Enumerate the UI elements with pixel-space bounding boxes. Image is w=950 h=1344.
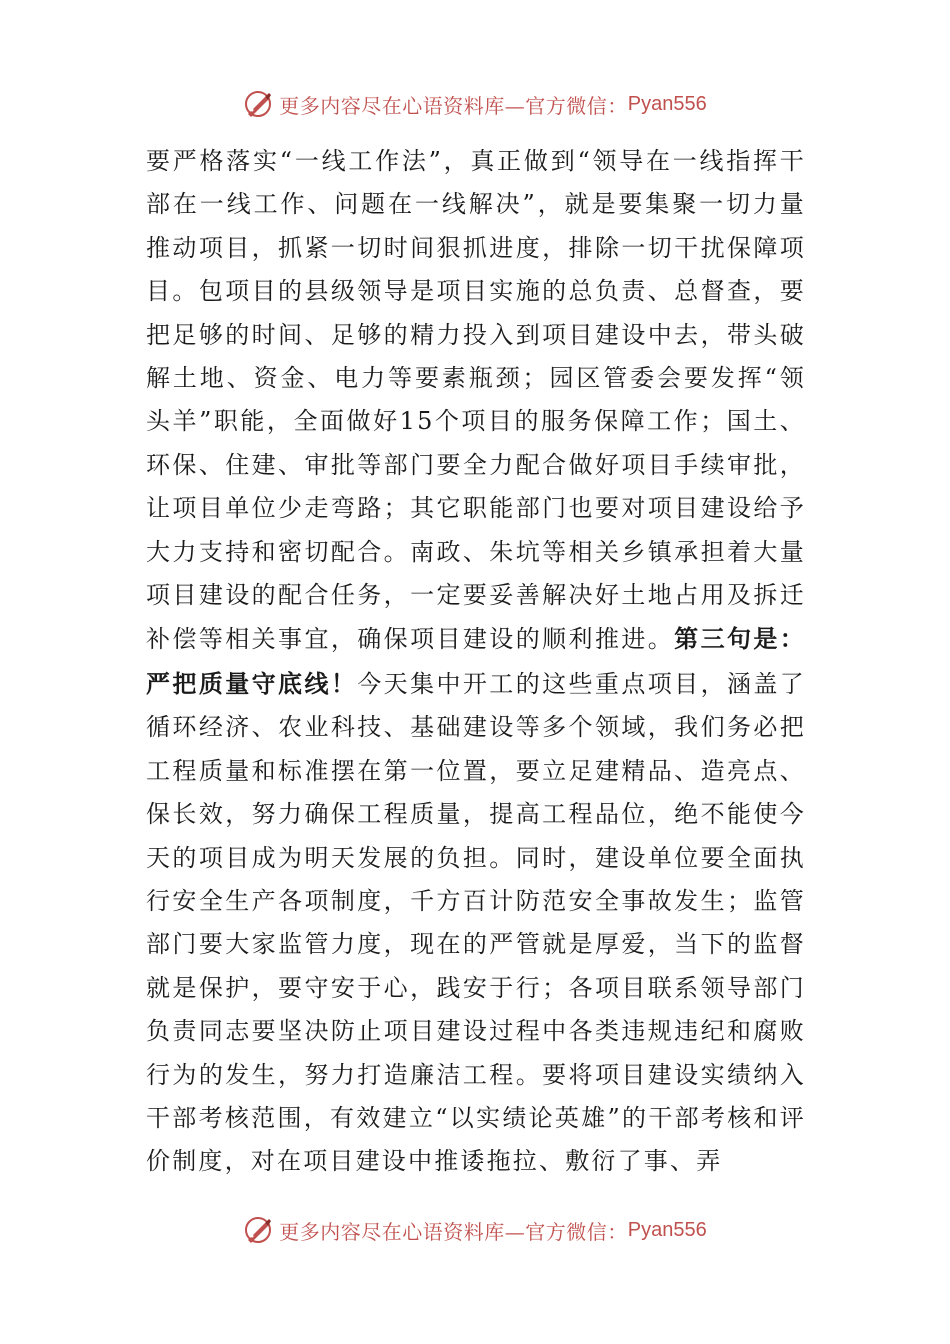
watermark-text: 更多内容尽在心语资料库—官方微信： bbox=[279, 93, 628, 118]
footer-watermark bbox=[0, 1210, 950, 1250]
watermark-wechat-id: Pyan556 bbox=[627, 92, 707, 115]
paragraph-text-part1: 要严格落实“一线工作法”，真正做到“领导在一线指挥干部在一线工作、问题在一线解决”，就是要集聚一切力量推动项目，抓紧一切时间狠抓进度，排除一切干扰保障项目。包项目的县级领导是项目实施的总负责、总督查，要把足够的时间、足够的精力投入到项目建设中去，带头破解土地、资金、电力等要素瓶颈；园区管委会要发挥“领头羊”职能，全面做好15个项目的服务保障工作；国土、环保、住建、审批等部门要全力配合做好项目手续审批，让项目单位少走弯路；其它职能部门也要对项目建设给予大力支持和密切配合。南政、朱坑等相关乡镇承担着大量项目建设的配合任务，一定要妥善解决好土地占用及拆迁补偿等相关事宜，确保项目建设的顺利推进。 bbox=[146, 147, 806, 654]
watermark-text: 更多内容尽在心语资料库—官方微信： bbox=[279, 1219, 628, 1244]
header-watermark bbox=[0, 84, 950, 124]
document-paragraph bbox=[146, 140, 806, 1184]
pen-logo-icon bbox=[243, 1215, 273, 1245]
watermark-wechat-id: Pyan556 bbox=[627, 1218, 707, 1241]
section-heading: 第三句是：严把质量守底线！ bbox=[146, 624, 807, 698]
paragraph-text-part2: 今天集中开工的这些重点项目，涵盖了循环经济、农业科技、基础建设等多个领域，我们务必把工程质量和标准摆在第一位置，要立足建精品、造亮点、保长效，努力确保工程质量，提高工程品位，绝不能使今天的项目成为明天发展的负担。同时，建设单位要全面执行安全生产各项制度，千方百计防范安全事故发生；监管部门要大家监管力度，现在的严管就是厚爱，当下的监督就是保护，要守安于心，践安于行；各项目联系领导部门负责同志要坚决防止项目建设过程中各类违规违纪和腐败行为的发生，努力打造廉洁工程。要将项目建设实绩纳入干部考核范围，有效建立“以实绩论英雄”的干部考核和评价制度，对在项目建设中推诿拖拉、敷衍了事、弄 bbox=[146, 669, 806, 1176]
pen-logo-icon bbox=[243, 89, 273, 119]
